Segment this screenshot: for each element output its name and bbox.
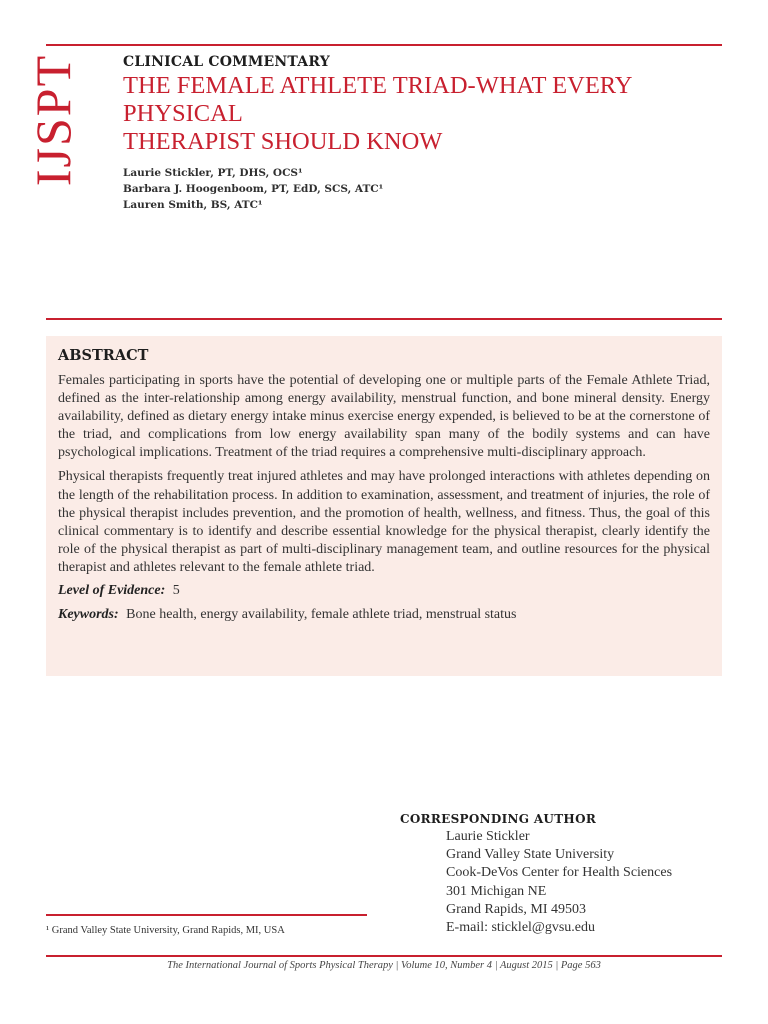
- keywords-label: Keywords:: [58, 607, 119, 623]
- author-name: Lauren Smith, BS, ATC¹: [123, 199, 263, 211]
- keywords: [58, 607, 710, 623]
- affiliation-footnote: ¹ Grand Valley State University, Grand Rapids, MI, USA: [46, 925, 285, 936]
- journal-logo-text: IJSPT: [25, 53, 81, 187]
- corresponding-author-name: Laurie Stickler: [446, 829, 530, 844]
- corresponding-author-email[interactable]: E-mail: sticklel@gvsu.edu: [446, 920, 595, 936]
- abstract-paragraph: Females participating in sports have the potential of developing one or multiple parts of the Female Athlete Triad, defined as the inter-relationship among energy availability, menstrual function, and bone mineral density. Energy availability, defined as dietary energy intake minus exercise energy expended, is believed to be at the cornerstone of the triad, and complications from low energy availability span many of the bodily systems and can have psychological implications. Treatment of the triad requires a comprehensive multi-disciplinary approach.: [58, 373, 710, 461]
- abstract-top-rule: [46, 318, 722, 320]
- corresponding-author: [400, 812, 740, 937]
- abstract-heading: ABSTRACT: [58, 347, 149, 364]
- article-title-line-2: THERAPIST SHOULD KNOW: [123, 128, 443, 155]
- article-title-line-1: THE FEMALE ATHLETE TRIAD-WHAT EVERY PHYSICAL: [123, 72, 632, 127]
- top-rule: [46, 44, 722, 46]
- footer-rule: [46, 955, 722, 957]
- abstract-box: [46, 336, 722, 676]
- level-of-evidence-value: 5: [172, 583, 180, 599]
- corresponding-author-city: Grand Rapids, MI 49503: [446, 901, 586, 917]
- corresponding-author-heading: CORRESPONDING AUTHOR: [400, 812, 597, 826]
- level-of-evidence: [58, 583, 710, 599]
- article-header: [123, 54, 723, 213]
- article-title: [123, 72, 723, 156]
- journal-logo: [8, 45, 98, 195]
- author-list: [123, 165, 723, 213]
- keywords-value: Bone health, energy availability, female athlete triad, menstrual status: [126, 607, 517, 623]
- affiliation-rule: [46, 914, 367, 916]
- corresponding-author-institution: Grand Valley State University: [446, 847, 615, 863]
- author-name: Laurie Stickler, PT, DHS, OCS¹: [123, 167, 303, 179]
- level-of-evidence-label: Level of Evidence:: [58, 583, 166, 599]
- abstract-paragraph: Physical therapists frequently treat injured athletes and may have prolonged interactions with athletes depending on the length of the rehabilitation process. In addition to examination, assessment, and treatment of injuries, the role of the physical therapist includes prevention, and the promotion of health, wellness, and fitness. Thus, the goal of this clinical commentary is to identify and describe essential knowledge for the physical therapist, clearly identify the role of the physical therapist as part of multi-disciplinary management team, and outline resources for the physical therapist and athletes relevant to the female athlete triad.: [58, 469, 710, 575]
- corresponding-author-street: 301 Michigan NE: [446, 883, 547, 899]
- page-footer: The International Journal of Sports Physical Therapy | Volume 10, Number 4 | August 2015 | Page 563: [167, 960, 601, 971]
- author-name: Barbara J. Hoogenboom, PT, EdD, SCS, ATC¹: [123, 183, 384, 195]
- corresponding-author-department: Cook-DeVos Center for Health Sciences: [446, 865, 673, 881]
- section-label: CLINICAL COMMENTARY: [123, 54, 330, 70]
